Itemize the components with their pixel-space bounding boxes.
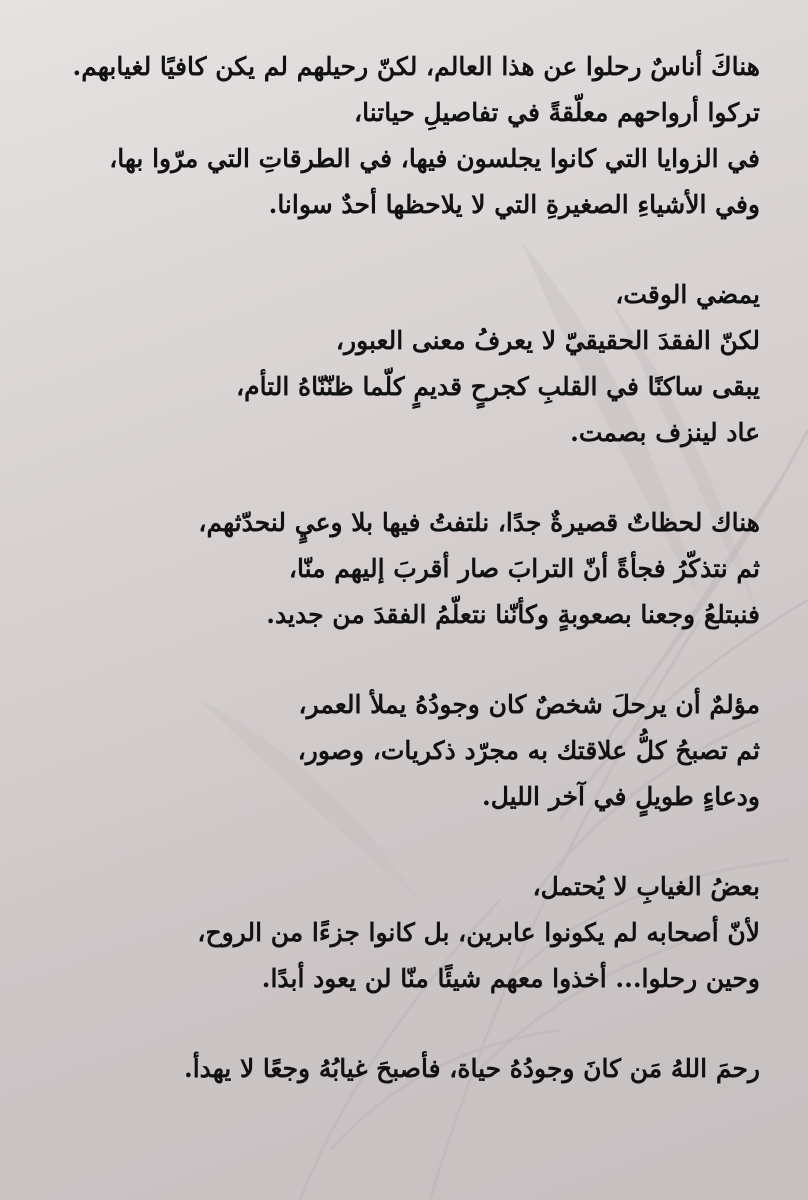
poem-line: ثم تصبحُ كلُّ علاقتك به مجرّد ذكريات، وصور، xyxy=(297,736,760,765)
poem-line: وفي الأشياءِ الصغيرةِ التي لا يلاحظها أحدٌ سوانا. xyxy=(268,190,760,219)
poem-line: رحمَ اللهُ مَن كانَ وجودُهُ حياة، فأصبحَ غيابُهُ وجعًا لا يهدأ. xyxy=(184,1054,760,1083)
stanza-4 xyxy=(40,682,760,820)
stanza-5 xyxy=(40,864,760,1002)
poem-line: في الزوايا التي كانوا يجلسون فيها، في الطرقاتِ التي مرّوا بها، xyxy=(109,144,760,173)
poem-line: ثم نتذكّرُ فجأةً أنّ الترابَ صار أقربَ إليهم منّا، xyxy=(288,554,760,583)
poem-line: يمضي الوقت، xyxy=(615,280,760,309)
stanza-3 xyxy=(40,500,760,638)
poem-line: هناكَ أناسٌ رحلوا عن هذا العالم، لكنّ رحيلهم لم يكن كافيًا لغيابهم. xyxy=(72,52,760,81)
poem-line: بعضُ الغيابِ لا يُحتمل، xyxy=(532,872,760,901)
poem-line: فنبتلعُ وجعنا بصعوبةٍ وكأنّنا نتعلّمُ الفقدَ من جديد. xyxy=(266,600,760,629)
stanza-1 xyxy=(40,44,760,228)
poem-line: لأنّ أصحابه لم يكونوا عابرين، بل كانوا جزءًا من الروح، xyxy=(197,918,760,947)
poem-line: عاد لينزف بصمت. xyxy=(570,418,760,447)
poem-line: لكنّ الفقدَ الحقيقيّ لا يعرفُ معنى العبور، xyxy=(335,326,760,355)
poem-line: هناك لحظاتٌ قصيرةٌ جدًا، نلتفتُ فيها بلا وعيٍ لنحدّثهم، xyxy=(198,508,760,537)
poem-line: ودعاءٍ طويلٍ في آخر الليل. xyxy=(481,782,760,811)
stanza-2 xyxy=(40,272,760,456)
poem-line: وحين رحلوا... أخذوا معهم شيئًا منّا لن يعود أبدًا. xyxy=(261,964,760,993)
stanza-6 xyxy=(40,1046,760,1092)
poem-line: مؤلمٌ أن يرحلَ شخصٌ كان وجودُهُ يملأ العمر، xyxy=(298,690,760,719)
poem-line: تركوا أرواحهم معلّقةً في تفاصيلِ حياتنا، xyxy=(354,98,760,127)
poem-line: يبقى ساكنًا في القلبِ كجرحٍ قديمٍ كلّما ظنّنّاهُ التأم، xyxy=(236,372,760,401)
